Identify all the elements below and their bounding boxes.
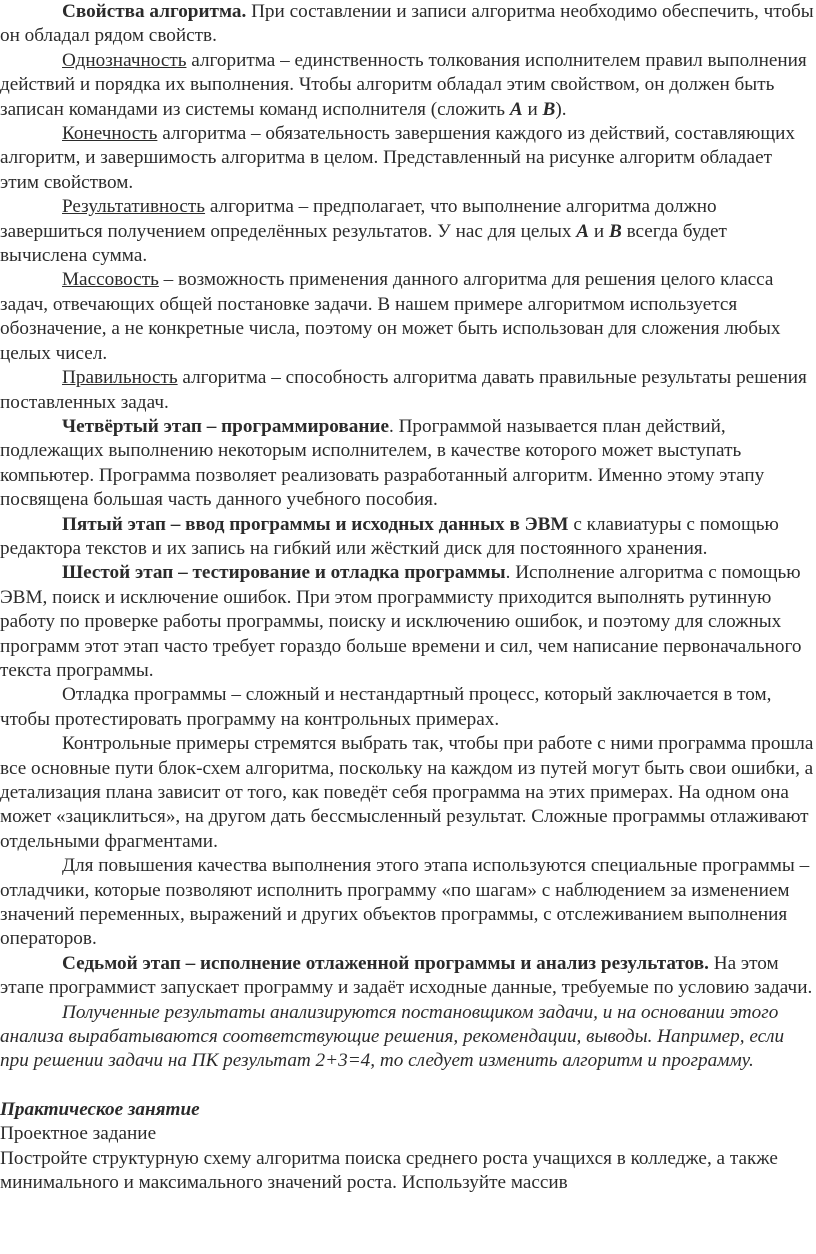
- term-effectiveness: Результативность: [62, 196, 206, 218]
- paragraph-results-analysis: Полученные результаты анализируются постановщиком задачи, и на основании этого анализа вырабатываются соответствующие решения, рекомендации, выводы. Например, если при решении задачи на ПК результат 2+3=4, то следует изменить алгоритм и программу.: [0, 1001, 785, 1072]
- project-title: Проектное задание: [0, 1123, 157, 1145]
- paragraph-text: и: [522, 98, 543, 120]
- term-correctness: Правильность: [62, 367, 178, 389]
- paragraph-uniqueness: [0, 49, 814, 122]
- paragraph-stage-4: [0, 415, 814, 513]
- heading-stage-5: Пятый этап – ввод программы и исходных данных в ЭВМ: [62, 513, 569, 535]
- paragraph-text: На этом этапе программист запускает программу и задаёт исходные данные, требуемые по условию задачи.: [0, 952, 813, 999]
- spacer: [0, 1074, 814, 1098]
- paragraph-text: . Исполнение алгоритма с помощью ЭВМ, поиск и исключение ошибок. При этом программисту приходится выполнять рутинную работу по проверке работы программы, поиску и исключению ошибок, и поэтому для сложных программ этот этап часто требует гораздо больше времени и сил, чем написание первоначального текста программы.: [0, 562, 802, 681]
- paragraph-text: алгоритма – единственность толкования исполнителем правил выполнения действий и порядка их выполнения. Чтобы алгоритм обладал этим свойством, он должен быть записан командами из системы команд исполнителя (сложить: [0, 49, 807, 120]
- paragraph-debuggers: Для повышения качества выполнения этого этапа используются специальные программы – отладчики, которые позволяют исполнить программу «по шагам» с наблюдением за изменением значений переменных, выражений и других объектов программы, с отслеживанием выполнения операторов.: [0, 855, 810, 950]
- paragraph-finiteness: [0, 122, 814, 195]
- paragraph-text: . Программой называется план действий, подлежащих выполнению некоторым исполнителем, в качестве которого может выступать компьютер. Программа позволяет реализовать разработанный алгоритм. Именно этому этапу посвящена большая часть данного учебного пособия.: [0, 415, 765, 511]
- paragraph-text: и: [589, 220, 609, 242]
- variable-a: А: [509, 98, 523, 120]
- term-massiveness: Массовость: [62, 269, 159, 291]
- variable-b: В: [542, 98, 556, 120]
- variable-a: А: [576, 220, 590, 242]
- heading-stage-6: Шестой этап – тестирование и отладка программы: [62, 562, 506, 584]
- paragraph-stage-5: [0, 513, 814, 562]
- paragraph-text: всегда будет вычислена сумма.: [0, 220, 727, 267]
- paragraph-text: алгоритма – способность алгоритма давать правильные результаты решения поставленных задач.: [0, 367, 807, 413]
- paragraph-text: – возможность применения данного алгоритма для решения целого класса задач, отвечающих общей постановке задачи. В нашем примере алгоритмом используется обозначение, а не конкретные числа, поэтому он может быть использован для сложения любых целых чисел.: [0, 269, 781, 364]
- paragraph-text: с клавиатуры с помощью редактора текстов и их запись на гибкий или жёсткий диск для постоянного хранения.: [0, 513, 779, 559]
- heading-stage-4: Четвёртый этап – программирование: [62, 415, 389, 437]
- paragraph-text: алгоритма – предполагает, что выполнение алгоритма должно завершиться получением определённых результатов. У нас для целых: [0, 196, 717, 242]
- heading-algorithm-properties: Свойства алгоритма.: [62, 1, 247, 22]
- practice-title: Практическое занятие: [0, 1098, 200, 1120]
- term-uniqueness: Однозначность: [62, 49, 187, 71]
- paragraph-text: При составлении и записи алгоритма необходимо обеспечить, чтобы он обладал рядом свойств.: [0, 1, 814, 47]
- paragraph-stage-7: [0, 952, 814, 1001]
- paragraph-test-examples: Контрольные примеры стремятся выбрать так, чтобы при работе с ними программа прошла все основные пути блок-схем алгоритма, поскольку на каждом из путей могут быть свои ошибки, а детализация плана зависит от того, как поведёт себя программа на этих примерах. На одном она может «зациклиться», на другом дать бессмысленный результат. Сложные программы отлаживают отдельными фрагментами.: [0, 733, 814, 852]
- paragraph-text: ).: [555, 98, 567, 120]
- paragraph-text: алгоритма – обязательность завершения каждого из действий, составляющих алгоритм, и завершимость алгоритма в целом. Представленный на рисунке алгоритм обладает этим свойством.: [0, 123, 795, 193]
- task-text: Постройте структурную схему алгоритма поиска среднего роста учащихся в колледже, а также минимального и максимального значений роста. Используйте массив: [0, 1147, 778, 1194]
- term-finiteness: Конечность: [62, 123, 158, 145]
- variable-b: В: [608, 220, 622, 242]
- paragraph-effectiveness: [0, 195, 814, 268]
- paragraph-correctness: [0, 366, 814, 415]
- paragraph-algorithm-properties: [0, 0, 814, 49]
- paragraph-massiveness: [0, 268, 814, 366]
- heading-stage-7: Седьмой этап – исполнение отлаженной программы и анализ результатов.: [62, 952, 709, 974]
- paragraph-stage-6: [0, 561, 814, 683]
- paragraph-debugging: Отладка программы – сложный и нестандартный процесс, который заключается в том, чтобы протестировать программу на контрольных примерах.: [0, 684, 772, 730]
